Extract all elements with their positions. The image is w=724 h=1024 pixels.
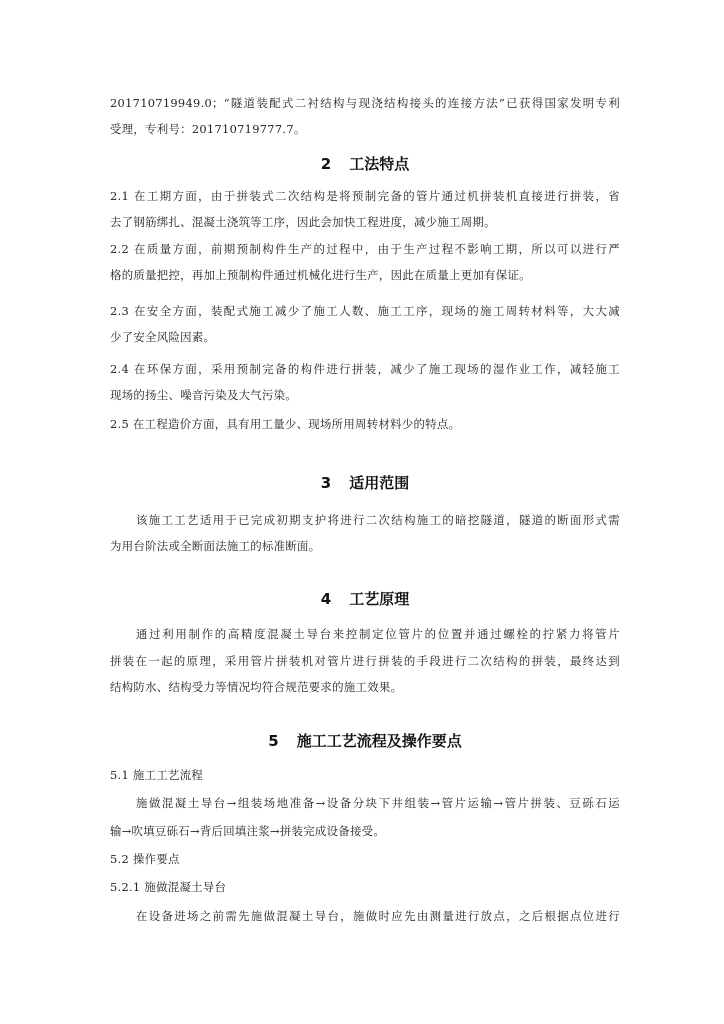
section-2-line-7: 2.4 在环保方面，采用预制完备的构件进行拼装，减少了施工现场的湿作业工作，减轻施工 (110, 362, 620, 376)
section-5-line-2: 施做混凝土导台→组装场地准备→设备分块下井组装→管片运输→管片拼装、豆砾石运 (136, 796, 620, 810)
section-4-line-3: 结构防水、结构受力等情况均符合规范要求的施工效果。 (110, 680, 403, 694)
section-5-number: 5 (268, 732, 279, 750)
section-4-heading (110, 589, 620, 609)
section-5-heading (110, 731, 620, 751)
section-5-line-4: 5.2 操作要点 (110, 852, 180, 866)
section-3-heading (110, 473, 620, 493)
intro-line-1: 201710719949.0；“隧道装配式二衬结构与现浇结构接头的连接方法”已获得国家发明专利 (110, 96, 620, 110)
intro-line-2: 受理，专利号：201710719777.7。 (110, 122, 306, 136)
section-5-title: 施工工艺流程及操作要点 (296, 732, 462, 750)
section-5-line-5: 5.2.1 施做混凝土导台 (110, 880, 227, 894)
section-3-number: 3 (320, 474, 332, 492)
section-4-number: 4 (320, 590, 332, 608)
section-4-title: 工艺原理 (349, 590, 410, 608)
section-4-line-1: 通过利用制作的高精度混凝土导台来控制定位管片的位置并通过螺栓的拧紧力将管片 (136, 627, 620, 641)
section-2-heading (110, 154, 620, 174)
section-2-line-8: 现场的扬尘、噪音污染及大气污染。 (110, 388, 298, 402)
section-2-line-9: 2.5 在工程造价方面，具有用工量少、现场所用周转材料少的特点。 (110, 417, 461, 431)
section-3-title: 适用范围 (349, 474, 410, 492)
section-2-line-1: 2.1 在工期方面，由于拼装式二次结构是将预制完备的管片通过机拼装机直接进行拼装，省 (110, 189, 620, 203)
section-2-line-3: 2.2 在质量方面，前期预制构件生产的过程中，由于生产过程不影响工期，所以可以进行严 (110, 242, 620, 256)
section-3-line-2: 为用台阶法或全断面法施工的标准断面。 (110, 539, 321, 553)
section-2-line-5: 2.3 在安全方面，装配式施工减少了施工人数、施工工序，现场的施工周转材料等，大大减 (110, 304, 620, 318)
section-5-line-6: 在设备进场之前需先施做混凝土导台，施做时应先由测量进行放点，之后根据点位进行 (136, 909, 620, 923)
section-2-line-2: 去了钢筋绑扎、混凝土浇筑等工序，因此会加快工程进度，减少施工周期。 (110, 215, 496, 229)
section-3-line-1: 该施工工艺适用于已完成初期支护将进行二次结构施工的暗挖隧道，隧道的断面形式需 (136, 513, 620, 527)
section-2-number: 2 (320, 155, 332, 173)
section-2-line-6: 少了安全风险因素。 (110, 330, 216, 344)
section-5-line-1: 5.1 施工工艺流程 (110, 768, 204, 782)
section-5-line-3: 输→吹填豆砾石→背后回填注浆→拼装完成设备接受。 (110, 824, 386, 838)
section-2-line-4: 格的质量把控，再加上预制构件通过机械化进行生产，因此在质量上更加有保证。 (110, 268, 531, 282)
section-2-title: 工法特点 (349, 155, 410, 173)
section-4-line-2: 拼装在一起的原理，采用管片拼装机对管片进行拼装的手段进行二次结构的拼装，最终达到 (110, 654, 620, 668)
